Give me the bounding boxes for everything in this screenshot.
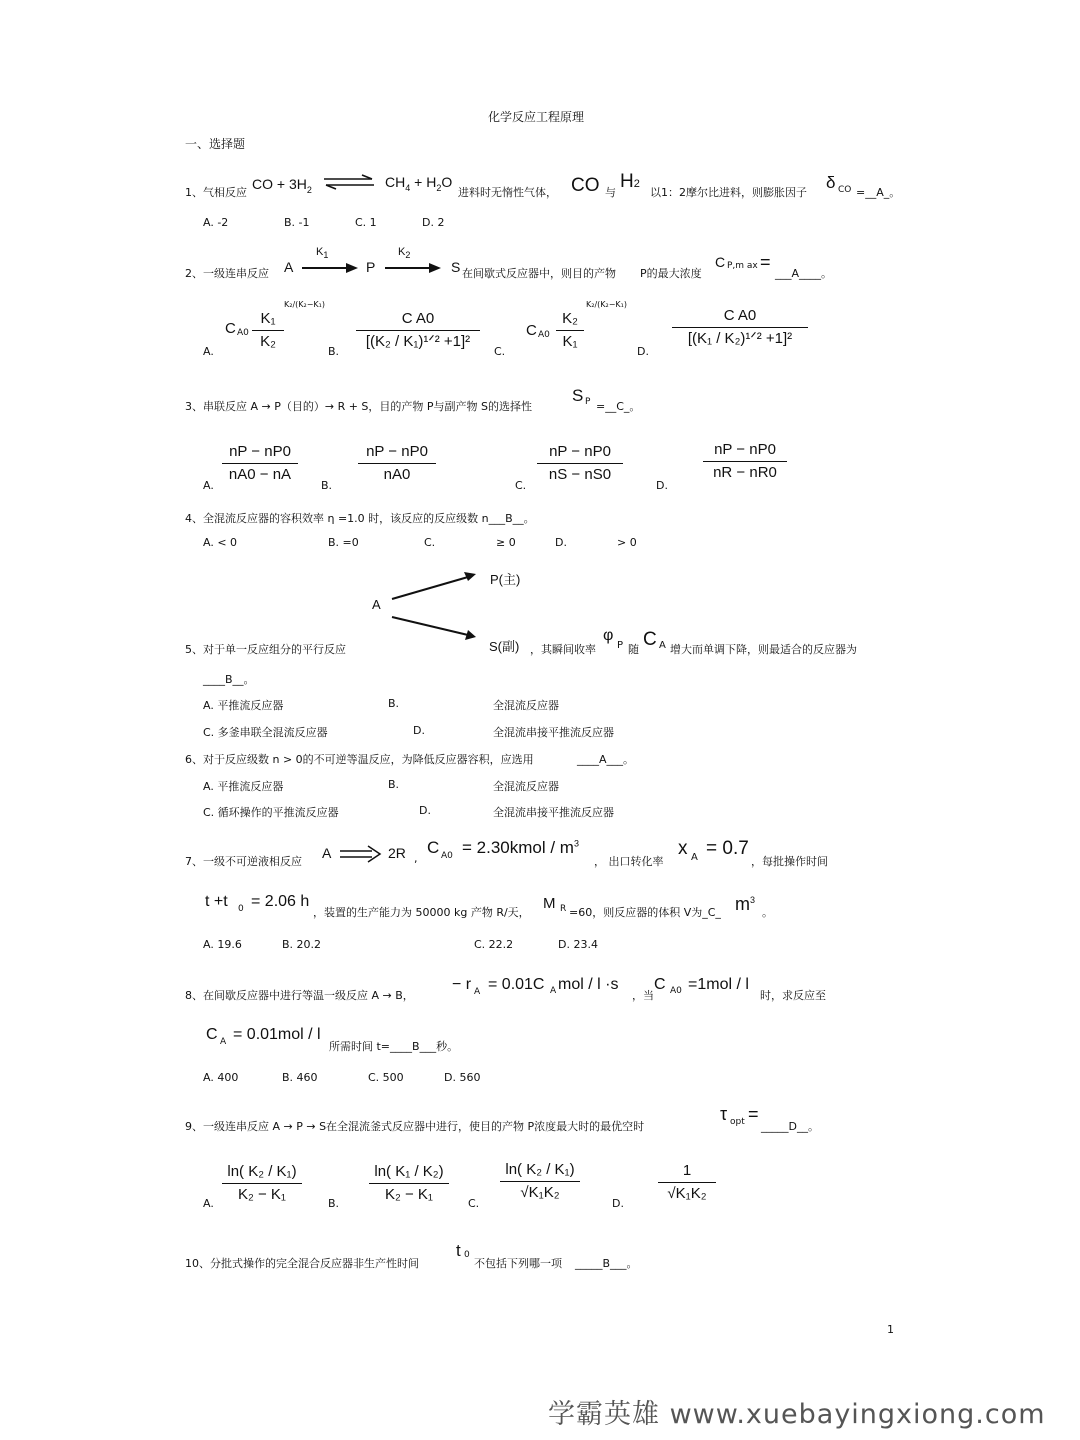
section-heading: 一、选择题 bbox=[185, 137, 246, 151]
fraction: $\frac{\text{K₁}}{\text{K₂}}$ bbox=[252, 308, 284, 353]
fraction: $\frac{1}{\text{√K₁K₂}}$ bbox=[658, 1160, 716, 1205]
fraction: $\frac{\text{ln( K₂ / K₁)}}{\text{√K₁K₂}}$ bbox=[500, 1159, 580, 1204]
fraction: $\frac{nP - nP0}{nS - nS0}$ bbox=[537, 441, 623, 486]
fraction: $\frac{\text{ln( K₂ / K₁)}}{\text{K₂ − K₁}}$ bbox=[222, 1161, 302, 1206]
fraction: $\frac{nP - nP0}{nA0}$ bbox=[358, 441, 436, 486]
watermark: 学霸英雄 www.xuebayingxiong.com bbox=[548, 1399, 1046, 1430]
reaction-arrow-icon bbox=[383, 262, 443, 274]
fraction: $\frac{nP - nP0}{nR - nR0}$ bbox=[703, 439, 787, 484]
parallel-reaction-diagram bbox=[388, 565, 484, 645]
fraction: $\frac{nP - nP0}{nA0 - nA}$ bbox=[222, 441, 298, 486]
fraction: $\frac{\text{ln( K₁ / K₂)}}{\text{K₂ − K₁}}$ bbox=[369, 1161, 449, 1206]
reaction-arrow-icon bbox=[300, 262, 360, 274]
fraction: C A0 [(K₂ / K₁)¹ᐟ² +1]² bbox=[356, 308, 480, 353]
page-number: 1 bbox=[887, 1323, 894, 1336]
double-arrow-icon bbox=[338, 845, 384, 863]
page-title: 化学反应工程原理 bbox=[488, 110, 585, 124]
fraction: C A0 [(K₁ / K₂)¹ᐟ² +1]² bbox=[672, 305, 808, 350]
fraction: $\frac{\text{K₂}}{\text{K₁}}$ bbox=[556, 308, 584, 353]
equilibrium-arrow-icon bbox=[322, 174, 376, 190]
